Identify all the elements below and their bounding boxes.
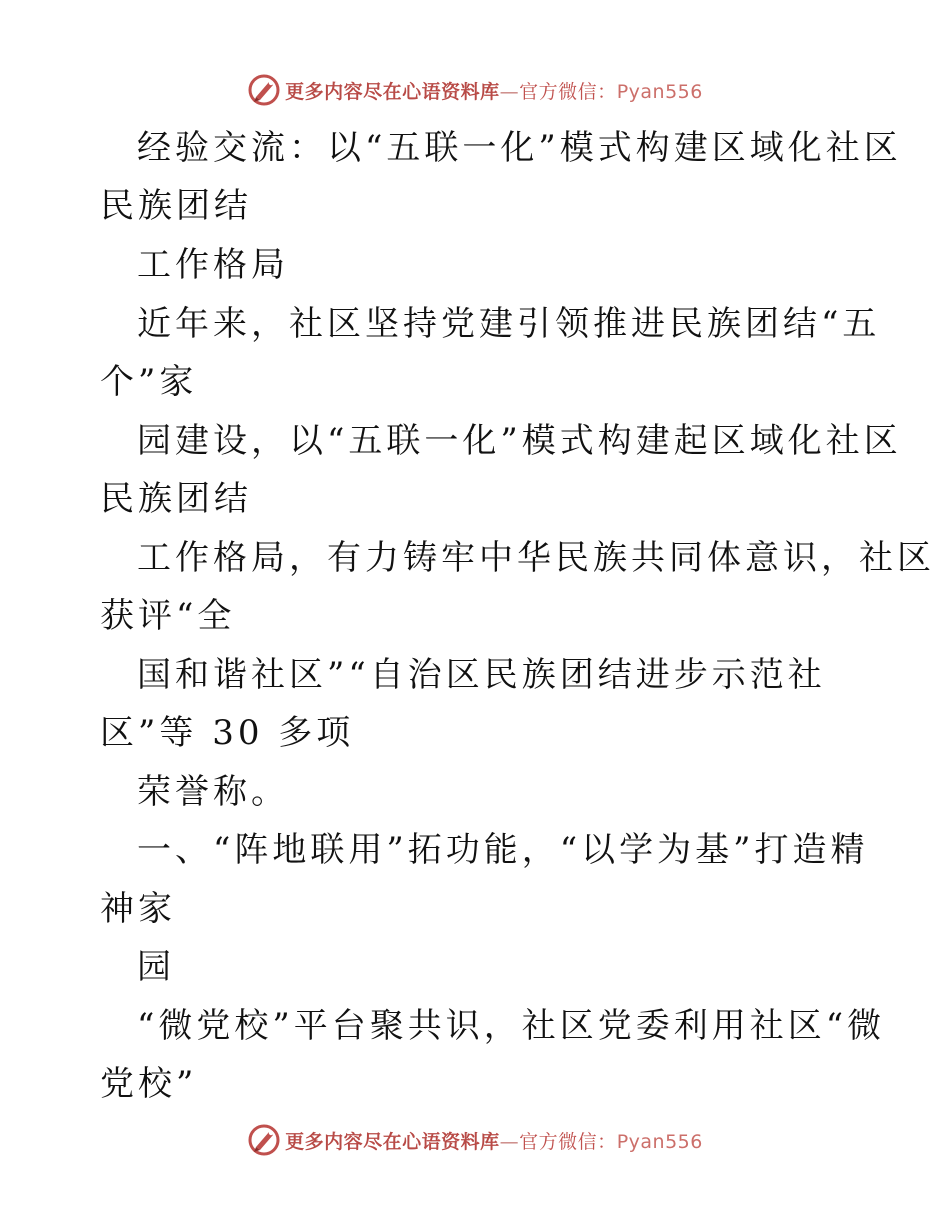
paragraph-line: 个”家 [100,362,198,402]
header-site-name: 更多内容尽在心语资料库 [285,80,500,103]
paragraph-line: 工作格局，有力铸牢中华民族共同体意识，社区 [137,538,935,578]
paragraph-line: 经验交流：以“五联一化”模式构建区域化社区 [137,128,902,168]
paragraph-line: “微党校”平台聚共识，社区党委利用社区“微 [137,1006,886,1046]
header-account-id: Pyan556 [616,80,703,103]
paragraph-line: 民族团结 [100,186,252,226]
paragraph-line: 党校” [100,1064,198,1104]
footer-banner [0,1120,950,1160]
paragraph-line: 区”等 30 多项 [100,713,355,753]
footer-site-name: 更多内容尽在心语资料库 [285,1130,500,1153]
paragraph-line: 获评“全 [100,596,236,636]
footer-account-id: Pyan556 [616,1130,703,1153]
footer-account-label: 官方微信： [519,1130,617,1153]
section-heading-line: 神家 [100,889,176,929]
section-heading-line: 一、“阵地联用”拓功能，“以学为基”打造精 [137,830,869,870]
section-heading-line: 园 [137,947,175,987]
footer-banner-text [285,1127,703,1154]
pen-logo-icon [247,1123,281,1157]
header-account-label: 官方微信： [519,80,617,103]
paragraph-line: 荣誉称。 [137,772,289,812]
paragraph-line: 工作格局 [137,245,289,285]
paragraph-line: 国和谐社区”“自治区民族团结进步示范社 [137,655,826,695]
paragraph-line: 民族团结 [100,479,252,519]
paragraph-line: 园建设，以“五联一化”模式构建起区域化社区 [137,421,902,461]
paragraph-line: 近年来，社区坚持党建引领推进民族团结“五 [137,304,881,344]
header-dash: — [499,80,520,103]
footer-dash: — [499,1130,520,1153]
